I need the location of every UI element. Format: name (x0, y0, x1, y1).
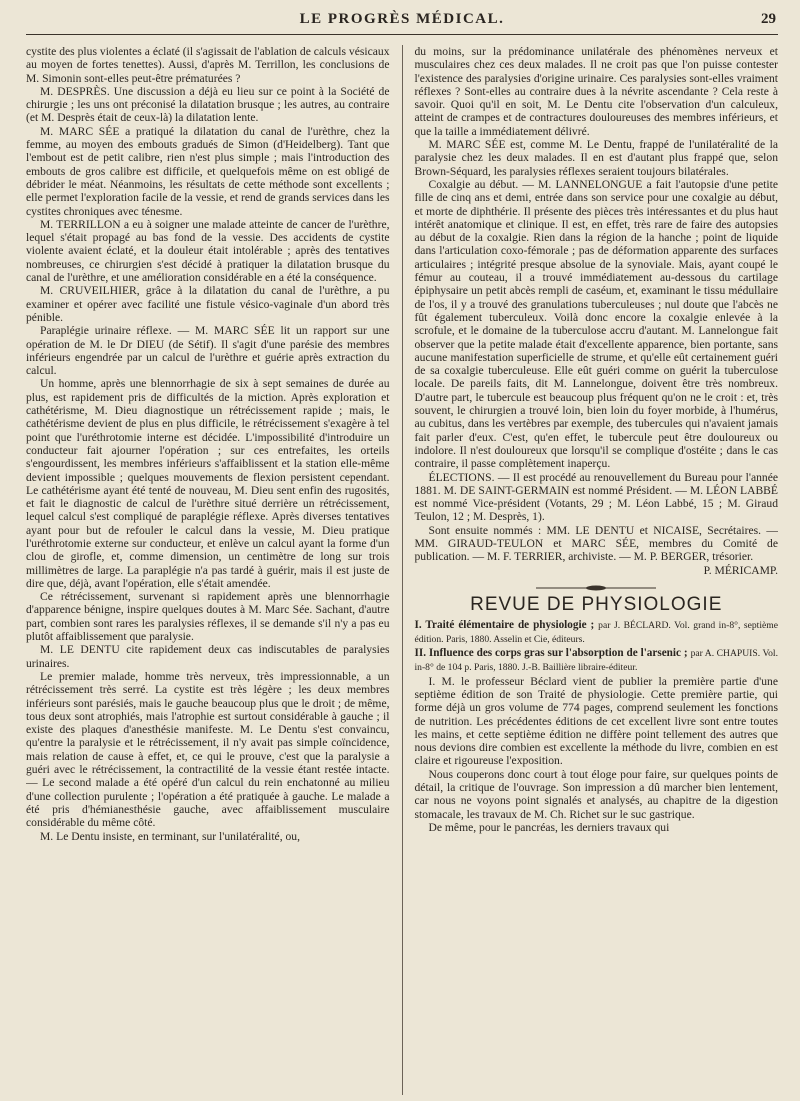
paragraph: I. M. le professeur Béclard vient de publier la première partie d'une septième édition de son Traité de physiologie. Cette première partie, qui forme déjà un gros volume de 774 pages, comprend seulement les fonctions de nutrition. Les précédentes éditions de cet excellent livre sont entre toutes les mains, et cette septième édition ne diffère point tellement des autres que nous devions dire combien est excellente la méthode du livre, combien en est claire et rigoureuse l'exposition. (414, 674, 778, 768)
paragraph: De même, pour le pancréas, les derniers travaux qui (428, 820, 670, 834)
paragraph: M. CRUVEILHIER, grâce à la dilatation du canal de l'urèthre, a pu examiner et opérer avec facilité une fistule vésico-vaginale d'un abord très pénible. (26, 284, 390, 324)
right-column (403, 45, 779, 1095)
paragraph: M. MARC SÉE est, comme M. Le Dentu, frappé de l'unilatéralité de la paralysie chez les deux malades. Il en est d'autant plus frappé que, selon Brown-Séquard, les paralysies réflexes seraient toujours bilatérales. (414, 138, 778, 178)
paragraph: M. MARC SÉE a pratiqué la dilatation du canal de l'urèthre, chez la femme, au moyen des embouts gradués de Simon (d'Heidelberg). Tant que l'embout est de petit calibre, rien n'est plus simple ; mais l'introduction des embouts de gros calibre est difficile, et quelquefois même on est obligé de débrider le méat. Néanmoins, les résultats de cette méthode sont excellents ; elle permet l'exploration facile de la vessie, et rend de grands services dans les cystites chroniques avec ténesme. (26, 124, 390, 218)
bibliography-entry (415, 619, 779, 647)
paragraph: M. TERRILLON a eu à soigner une malade atteinte de cancer de l'urèthre, lequel s'était propagé au bas fond de la vessie. Des accidents de cystite violente avaient éclaté, et la douleur était intolérable ; après des tentatives nombreuses, ce chirurgien s'est décidé à pratiquer la dilatation brusque du canal de l'urèthre, et une amélioration considérable en a été la conséquence. (26, 217, 390, 285)
paragraph: Coxalgie au début. — M. LANNELONGUE a fait l'autopsie d'une petite fille de cinq ans et demi, entrée dans son service pour une coxalgie au début, et morte de diphthérie. Il présente des pièces très intéressantes et du plus haut intérêt anatomique et clinique. Il est, en effet, très rare de faire des autopsies au début de la coxalgie. Rien dans la région de la hanche ; point de liquide dans l'articulation coxo-fémorale ; pas de déformation apparente des surfaces articulaires ; intégrité presque absolue de la synoviale. Mais, ayant coupé le fémur au couteau, il a trouvé immédiatement au-dessous du cartilage épiphysaire un petit abcès rempli de caséum, et, examinant le tissu médullaire de l'os, il y a trouvé des granulations tuberculeuses ; nul doute que l'abcès ne fût également tuberculeux. Voilà donc encore la coxalgie enlevée à la scrofule, et le domaine de la tuberculose accru d'autant. M. Lannelongue fait observer que la petite malade était d'excellente apparence, bien portante, sans aucune manifestation superficielle de strume, et qu'elle eût certainement guéri de sa coxalgie tuberculeuse. Elle eût guéri comme on guérit la tuberculose locale. De pareils faits, dit M. Lannelongue, doivent être très nombreux. D'autre part, le tubercule est beaucoup plus fréquent qu'on ne le croit : et, très souvent, le chirurgien a trouvé loin, bien loin du foyer morbide, à l'humérus, au cubitus, dans les vertèbres par exemple, des tubercules qui n'avaient jamais fait parler d'eux. C'est, qu'en effet, le tubercule peut être douloureux ou indolore. Il n'est douloureux que lorsqu'il se complique d'ostéite ; dans le cas contraire, il passe complètement inaperçu. (414, 177, 778, 471)
page-number: 29 (761, 11, 776, 27)
ornament-icon (536, 584, 656, 592)
paragraph: cystite des plus violentes a éclaté (il s'agissait de l'ablation de calculs vésicaux au moyen de fortes tenettes). Aussi, d'après M. Terrillon, les conclusions de M. Simonin sont-elles peut-être prématurées ? (26, 45, 390, 85)
paragraph: M. DESPRÈS. Une discussion a déjà eu lieu sur ce point à la Société de chirurgie ; les uns ont préconisé la dilatation brusque ; les autres, au contraire (et M. Desprès était de ceux-là) la dilatation lente. (26, 84, 390, 125)
author-signature: P. MÉRICAMP. (703, 563, 778, 577)
paragraph: Ce rétrécissement, survenant si rapidement après une blennorrhagie d'apparence bénigne, inspire quelques doutes à M. Marc Sée. Sachant, d'autre part, combien sont rares les paralysies réflexes, il se demande s'il n'y a pas eu plutôt affaiblissement que paralysie. (26, 590, 390, 644)
paragraph: Paraplégie urinaire réflexe. — M. MARC SÉE lit un rapport sur une opération de M. le Dr DIEU (de Sétif). Il s'agit d'une parésie des membres inférieurs engendrée par un calcul de l'urèthre et guérie après extraction du calcul. (26, 324, 390, 378)
paragraph: Sont ensuite nommés : MM. LE DENTU et NICAISE, Secrétaires. — MM. GIRAUD-TEULON et MARC SÉE, membres du Comité de publication. — M. F. TERRIER, archiviste. — M. P. BERGER, trésorier. (414, 523, 778, 564)
paragraph: Le premier malade, homme très nerveux, très impressionnable, a un rétrécissement très serré. La cystite est très légère ; les deux membres inférieurs sont parésiés, mais le gauche beaucoup plus que le droit ; de même, tous deux sont atrophiés, mais l'atrophie est surtout considérable à gauche ; il existe des plaques d'anesthésie manifeste. M. Le Dentu s'est convaincu, qu'entre la paralysie et le rétrécissement, il n'y avait pas simple coïncidence, mais relation de cause à effet, et, ce qui le prouve, c'est que la paralysie a guéri avec le rétrécissement, la contractilité de la vessie étant restée intacte. — Le second malade a été opéré d'un calcul du rein enchatonné au milieu d'une collection purulente ; l'opération a été pratiquée à gauche. Le malade a été pris d'hémianesthésie gauche, avec affaiblissement musculaire considérable du même côté. (26, 669, 390, 830)
left-column (26, 45, 403, 1095)
two-column-body (26, 45, 778, 1095)
bibliography-details: par A. CHAPUIS. Vol. in-8° de 104 p. Paris, 1880. J.-B. Baillière libraire-éditeur. (414, 648, 778, 673)
bibliography-title: I. Traité élémentaire de physiologie ; (414, 619, 595, 632)
section-title: REVUE DE PHYSIOLOGIE (470, 594, 723, 616)
paragraph: Un homme, après une blennorrhagie de six à sept semaines de durée au plus, est rapidement pris de difficultés de la miction. Après exploration et cathétérisme, M. Dieu diagnostique un rétrécissement rapide ; mais, le cathétérisme devient de plus en plus difficile, le rétrécissement s'exagère à tel point que l'uréthrotomie interne est décidée. L'impossibilité d'introduire un conducteur fait ajourner l'opération ; sur ces entrefaites, les orteils s'engourdissent, les membres inférieurs s'affaiblissent et la station elle-même devient impossible ; quelques mouvements de flexion persistent cependant. Le cathétérisme ayant été tenté de nouveau, M. Dieu sent enfin des rugosités, et fait le diagnostic de calcul de l'urèthre situé derrière un rétrécissement, lequel calcul s'est compliqué de paraplégie réflexe. Après diverses tentatives ayant pour but de refouler le calcul dans la vessie, M. Dieu pratique l'uréthrotomie externe sur conducteur, et enlève un calcul ayant la forme d'un clou de girofle, et, comme dimension, un centimètre de long sur trois millimètres de large. La paraplégie n'a pas tardé à guérir, mais il est juste de dire que, déjà, avant l'opération, elle s'était amendée. (26, 377, 390, 590)
running-header (26, 10, 778, 35)
paragraph: Nous couperons donc court à tout éloge pour faire, sur quelques points de détail, la critique de l'ouvrage. Son impression a dû marcher bien lentement, car nous ne voyons point signalés et analysés, au chapitre de la digestion stomacale, les travaux de M. Ch. Richet sur le suc gastrique. (414, 767, 778, 821)
bibliography-title: II. Influence des corps gras sur l'absorption de l'arsenic ; (414, 647, 688, 660)
bibliography-entry (415, 647, 779, 675)
paragraph: M. LE DENTU cite rapidement deux cas indiscutables de paralysies urinaires. (26, 643, 390, 670)
bibliography-details: par J. BÉCLARD. Vol. grand in-8°, septième édition. Paris, 1880. Asselin et Cie, éditeurs. (414, 620, 778, 646)
paragraph: du moins, sur la prédominance unilatérale des phénomènes nerveux et musculaires chez ces deux malades. Il ne croit pas que l'on puisse contester l'existence des paralysies d'origine urinaire. Ces paralysies sont-elles vraiment réflexes ? Sont-elles au contraire dues à la névrite ascendante ? Cela reste à savoir. Quoi qu'il en soit, M. Le Dentu cite l'observation d'un calculeux, atteint de crampes et de contractures douloureuses des membres inférieurs, et que la taille a immédiatement délivré. (414, 45, 778, 138)
paragraph: ÉLECTIONS. — Il est procédé au renouvellement du Bureau pour l'année 1881. M. DE SAINT-GERMAIN est nommé Président. — M. LÉON LABBÉ est nommé Vice-président (Votants, 29 ; M. Léon Labbé, 15 ; M. Giraud Teulon, 12 ; M. Desprès, 1). (414, 470, 778, 524)
paragraph: M. Le Dentu insiste, en terminant, sur l'unilatéralité, ou, (40, 829, 300, 843)
journal-title: LE PROGRÈS MÉDICAL. (299, 11, 505, 27)
